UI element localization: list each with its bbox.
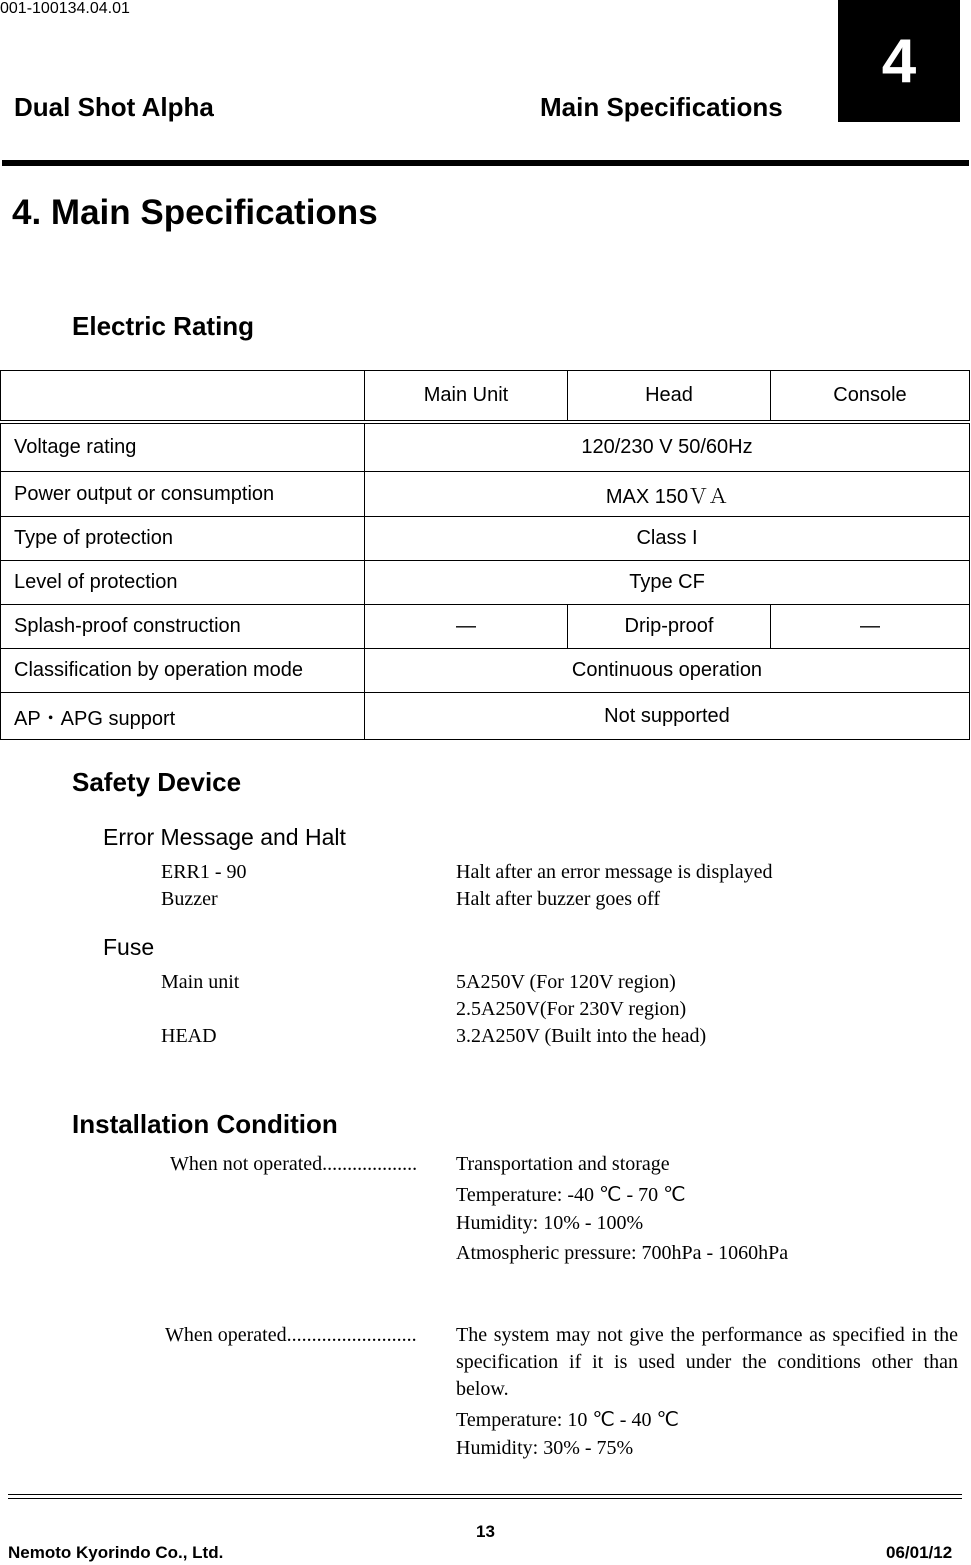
section-heading-safety-device: Safety Device: [72, 767, 242, 797]
table-row: [1, 517, 970, 561]
table-header-empty: [1, 371, 365, 423]
electric-rating-table: [0, 370, 970, 740]
row-value-head: Drip-proof: [568, 605, 771, 649]
operated-line: Temperature: 10 ℃ - 40 ℃: [456, 1409, 679, 1431]
row-label: AP・APG support: [1, 693, 365, 740]
subheading-fuse: Fuse: [103, 934, 155, 960]
footer-rule: [8, 1494, 962, 1495]
operated-description: The system may not give the performance as specified in the specification if it is used under the conditions other than below.: [456, 1324, 958, 1400]
operated-label: [165, 1324, 417, 1347]
page-title: 4. Main Specifications: [12, 193, 378, 232]
error-item-name: ERR1 - 90: [161, 861, 247, 883]
table-header-row: [1, 371, 970, 423]
dot-leader: ...................: [322, 1153, 418, 1175]
table-row: [1, 422, 970, 472]
error-item-desc: Halt after an error message is displayed: [456, 861, 773, 883]
header-title: Main Specifications: [540, 92, 783, 122]
fuse-head-label: HEAD: [161, 1025, 217, 1047]
fuse-main-unit-label: Main unit: [161, 971, 240, 993]
row-value: Not supported: [365, 693, 970, 740]
section-heading-electric-rating: Electric Rating: [72, 311, 255, 341]
not-operated-label: [170, 1153, 417, 1176]
row-value: Class I: [365, 517, 970, 561]
section-heading-installation: Installation Condition: [72, 1109, 338, 1139]
row-value: MAX 150ＶＡ: [365, 472, 970, 517]
row-value: Type CF: [365, 561, 970, 605]
row-value-console: —: [771, 605, 970, 649]
document-number: 001-100134.04.01: [0, 0, 130, 17]
not-operated-line: Temperature: -40 ℃ - 70 ℃: [456, 1184, 686, 1206]
not-operated-line: Atmospheric pressure: 700hPa - 1060hPa: [456, 1242, 789, 1264]
row-label: Power output or consumption: [1, 472, 365, 517]
header-rule: [2, 160, 969, 166]
fuse-main-unit-230v: 2.5A250V(For 230V region): [456, 998, 687, 1020]
row-value-main-unit: —: [365, 605, 568, 649]
row-value: Continuous operation: [365, 649, 970, 693]
table-header-console: Console: [771, 371, 970, 423]
fuse-main-unit-120v: 5A250V (For 120V region): [456, 971, 676, 993]
not-operated-label-text: When not operated: [170, 1153, 323, 1175]
subheading-error-message: Error Message and Halt: [103, 824, 346, 850]
table-header-main-unit: Main Unit: [365, 371, 568, 423]
dot-leader: ..........................: [286, 1324, 417, 1346]
fuse-head-value: 3.2A250V (Built into the head): [456, 1025, 707, 1047]
company-name: Nemoto Kyorindo Co., Ltd.: [8, 1543, 224, 1562]
row-label: Splash-proof construction: [1, 605, 365, 649]
table-row: [1, 649, 970, 693]
not-operated-line: Humidity: 10% - 100%: [456, 1212, 644, 1234]
not-operated-line: Transportation and storage: [456, 1153, 670, 1175]
footer-rule: [8, 1498, 962, 1499]
row-label: Classification by operation mode: [1, 649, 365, 693]
table-header-head: Head: [568, 371, 771, 423]
operated-line: Humidity: 30% - 75%: [456, 1437, 634, 1459]
error-item-name: Buzzer: [161, 888, 218, 910]
table-row: [1, 693, 970, 740]
document-date: 06/01/12: [886, 1543, 953, 1562]
row-label: Level of protection: [1, 561, 365, 605]
operated-label-text: When operated: [165, 1324, 287, 1346]
error-item-desc: Halt after buzzer goes off: [456, 888, 660, 910]
product-name: Dual Shot Alpha: [14, 92, 214, 122]
table-row: [1, 561, 970, 605]
page-number: 13: [476, 1522, 495, 1541]
table-row: [1, 472, 970, 517]
chapter-badge: 4: [838, 0, 960, 122]
row-label: Type of protection: [1, 517, 365, 561]
table-row: [1, 605, 970, 649]
row-value: 120/230 V 50/60Hz: [365, 422, 970, 472]
row-label: Voltage rating: [1, 422, 365, 472]
